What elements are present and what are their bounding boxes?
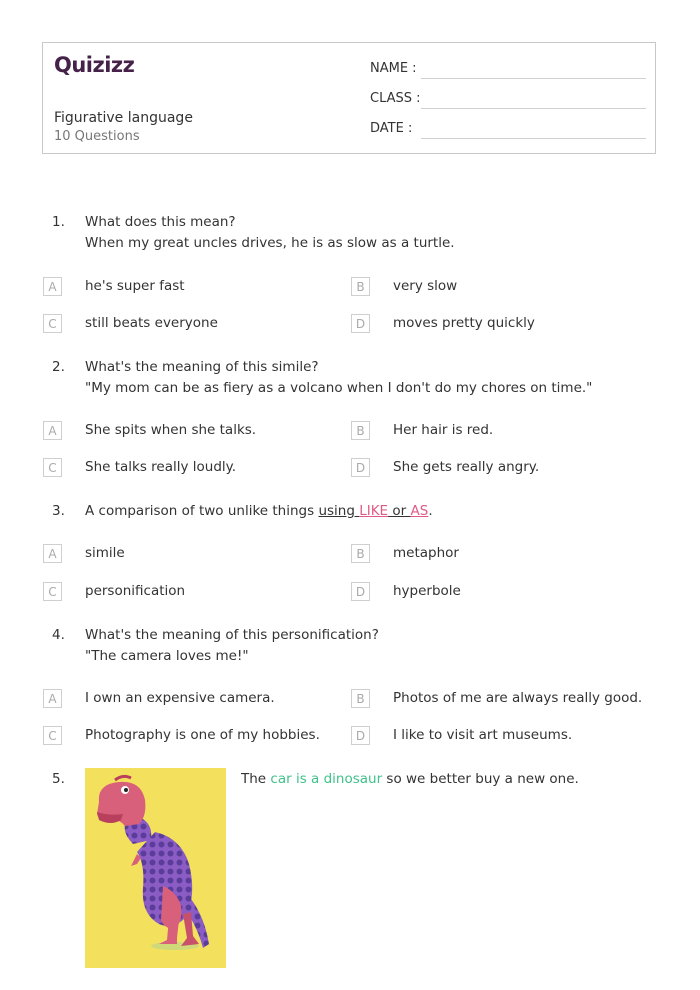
option-text: She spits when she talks. (85, 422, 257, 438)
question-image (85, 768, 226, 968)
option-letter: A (43, 544, 62, 563)
dinosaur-illustration-icon (85, 768, 226, 968)
question-text: What's the meaning of this simile? "My mom can be as fiery as a volcano when I don't do my chores on time." (85, 359, 593, 396)
option-text: moves pretty quickly (393, 315, 535, 331)
option-text: I own an expensive camera. (85, 690, 275, 706)
option-text: She gets really angry. (393, 459, 540, 475)
option-letter: A (43, 277, 62, 296)
option-letter: D (351, 314, 370, 333)
class-line (421, 108, 646, 109)
question-number: 3. (52, 503, 65, 519)
option-letter: D (351, 458, 370, 477)
date-line (421, 138, 646, 139)
option-text: I like to visit art museums. (393, 727, 573, 743)
worksheet-title: Figurative language (54, 110, 193, 126)
option-text: personification (85, 583, 186, 599)
worksheet-header (42, 42, 656, 154)
quizizz-logo: Quizizz (54, 53, 135, 77)
option-text: Her hair is red. (393, 422, 494, 438)
question-number: 5. (52, 771, 65, 787)
name-line (421, 78, 646, 79)
question-count: 10 Questions (54, 129, 140, 144)
name-label: NAME : (370, 61, 417, 76)
option-text: very slow (393, 278, 458, 294)
option-letter: A (43, 689, 62, 708)
option-text: still beats everyone (85, 315, 218, 331)
option-letter: C (43, 726, 62, 745)
option-text: hyperbole (393, 583, 461, 599)
question-number: 4. (52, 627, 65, 643)
option-text: he's super fast (85, 278, 185, 294)
question-text: What does this mean? When my great uncles drives, he is as slow as a turtle. (85, 214, 455, 251)
option-letter: C (43, 314, 62, 333)
option-letter: D (351, 582, 370, 601)
option-text: simile (85, 545, 125, 561)
option-letter: B (351, 544, 370, 563)
option-letter: D (351, 726, 370, 745)
option-letter: A (43, 421, 62, 440)
class-label: CLASS : (370, 91, 421, 106)
option-letter: B (351, 421, 370, 440)
question-text: A comparison of two unlike things using LIKE or AS. (85, 503, 433, 519)
option-text: metaphor (393, 545, 459, 561)
option-letter: C (43, 582, 62, 601)
question-text: What's the meaning of this personification? "The camera loves me!" (85, 627, 379, 664)
question-number: 1. (52, 214, 65, 230)
question-number: 2. (52, 359, 65, 375)
option-letter: C (43, 458, 62, 477)
option-letter: B (351, 689, 370, 708)
option-text: Photos of me are always really good. (393, 690, 643, 706)
option-text: She talks really loudly. (85, 459, 237, 475)
date-label: DATE : (370, 121, 413, 136)
option-letter: B (351, 277, 370, 296)
question-text: The car is a dinosaur so we better buy a new one. (241, 771, 579, 787)
option-text: Photography is one of my hobbies. (85, 727, 320, 743)
